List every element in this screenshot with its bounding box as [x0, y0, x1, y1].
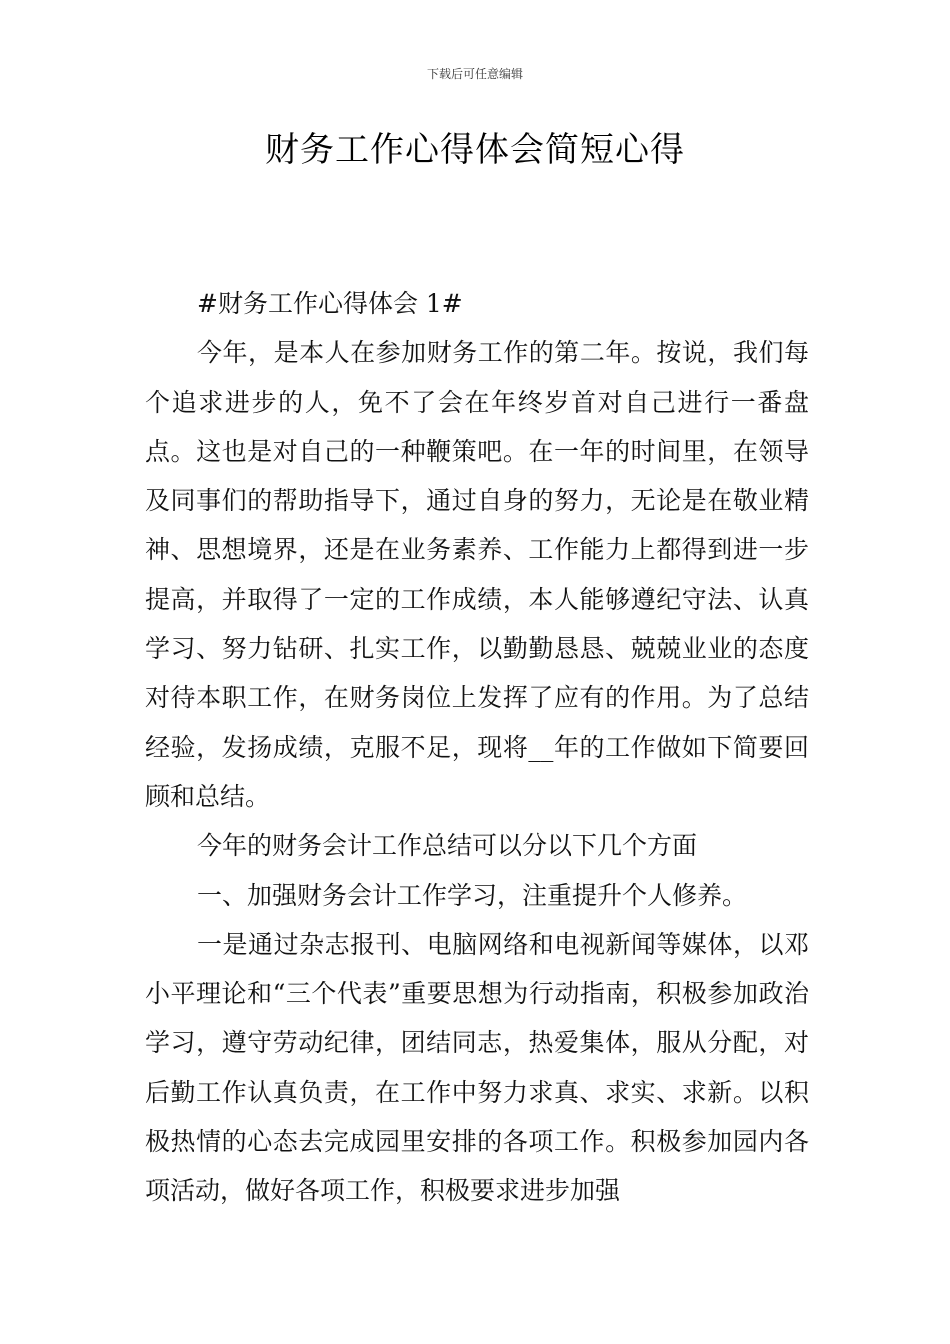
paragraph: 一、加强财务会计工作学习，注重提升个人修养。: [197, 880, 748, 910]
paragraph: 一是通过杂志报刊、电脑网络和电视新闻等媒体，以邓小平理论和“三个代表”重要思想为行动指南，积极参加政治学习，遵守劳动纪律，团结同志，热爱集体，服从分配，对后勤工作认真负责，在工作中努力求真、求实、求新。以积极热情的心态去完成园里安排的各项工作。积极参加园内各项活动，做好各项工作，积极要求进步加强: [145, 929, 809, 1206]
paragraph: 今年的财务会计工作总结可以分以下几个方面: [197, 831, 698, 861]
document-title: 财务工作心得体会简短心得: [265, 130, 685, 170]
section-heading: #财务工作心得体会 1#: [197, 289, 463, 318]
header-note: 下载后可任意编辑: [426, 67, 523, 81]
document-body: [145, 279, 809, 1216]
paragraph: 今年，是本人在参加财务工作的第二年。按说，我们每个追求进步的人，免不了会在年终岁首对自己进行一番盘点。这也是对自己的一种鞭策吧。在一年的时间里，在领导及同事们的帮助指导下，通过自身的努力，无论是在敬业精神、思想境界，还是在业务素养、工作能力上都得到进一步提高，并取得了一定的工作成绩，本人能够遵纪守法、认真学习、努力钻研、扎实工作，以勤勤恳恳、兢兢业业的态度对待本职工作，在财务岗位上发挥了应有的作用。为了总结经验，发扬成绩，克服不足，现将__年的工作做如下简要回顾和总结。: [145, 338, 809, 811]
